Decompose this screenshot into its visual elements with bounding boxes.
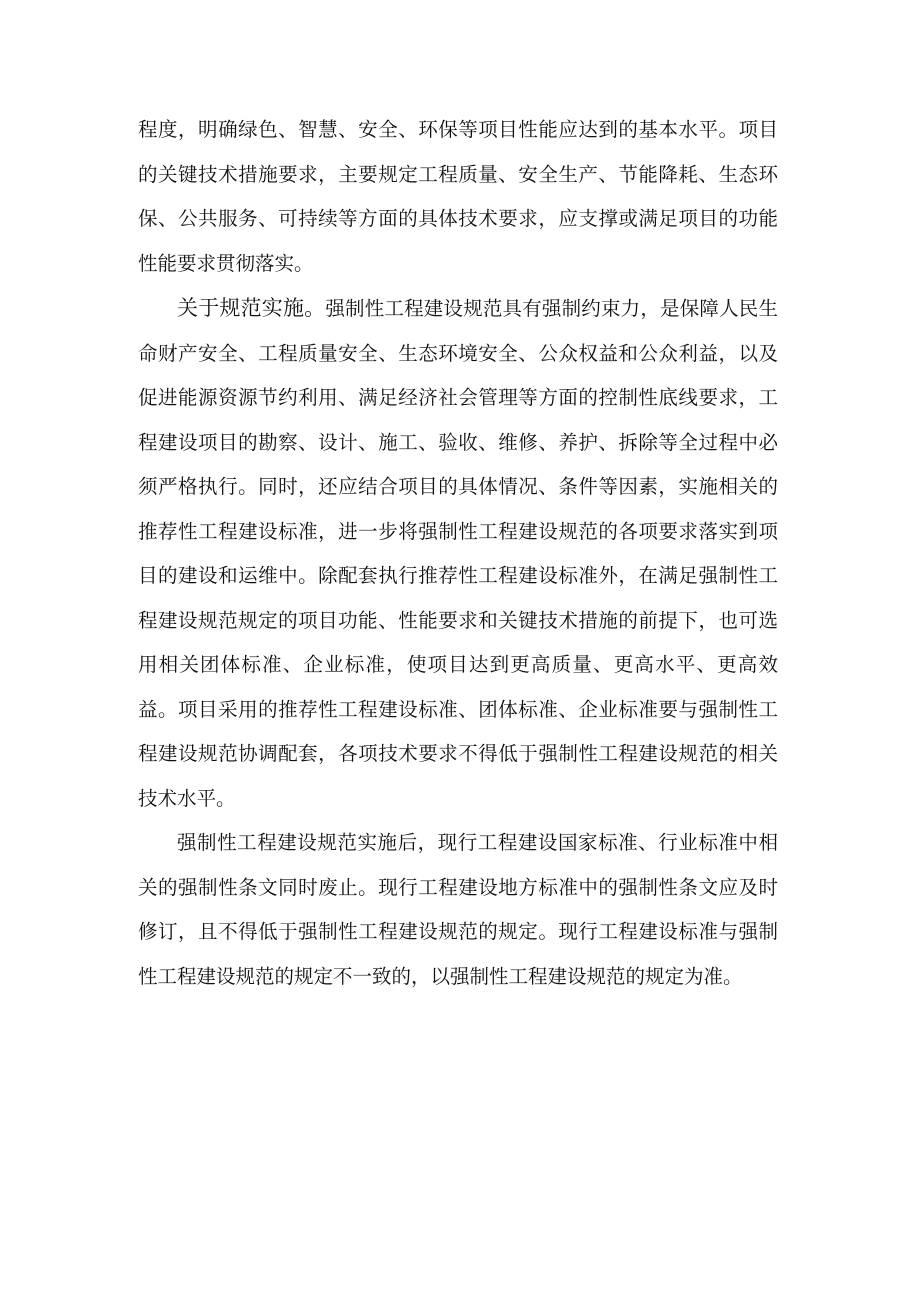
paragraph-text: 程度，明确绿色、智慧、安全、环保等项目性能应达到的基本水平。项目的关键技术措施要求，主要规定工程质量、安全生产、节能降耗、生态环保、公共服务、可持续等方面的具体技术要求，应支撑或满足项目的功能性能要求贯彻落实。 [138,118,778,275]
paragraph-abolition [138,821,778,999]
paragraph-continuation [138,108,778,286]
paragraph-standard-implementation [138,286,778,821]
paragraph-text: 强制性工程建设规范实施后，现行工程建设国家标准、行业标准中相关的强制性条文同时废止。现行工程建设地方标准中的强制性条文应及时修订，且不得低于强制性工程建设规范的规定。现行工程建设标准与强制性工程建设规范的规定不一致的，以强制性工程建设规范的规定为准。 [138,831,778,988]
document-body [138,108,778,999]
paragraph-lead-heading: 关于规范实施。 [177,296,326,320]
paragraph-text: 强制性工程建设规范具有强制约束力，是保障人民生命财产安全、工程质量安全、生态环境安全、公众权益和公众利益，以及促进能源资源节约利用、满足经济社会管理等方面的控制性底线要求，工程建设项目的勘察、设计、施工、验收、维修、养护、拆除等全过程中必须严格执行。同时，还应结合项目的具体情况、条件等因素，实施相关的推荐性工程建设标准，进一步将强制性工程建设规范的各项要求落实到项目的建设和运维中。除配套执行推荐性工程建设标准外，在满足强制性工程建设规范规定的项目功能、性能要求和关键技术措施的前提下，也可选用相关团体标准、企业标准，使项目达到更高质量、更高水平、更高效益。项目采用的推荐性工程建设标准、团体标准、企业标准要与强制性工程建设规范协调配套，各项技术要求不得低于强制性工程建设规范的相关技术水平。 [138,297,778,810]
